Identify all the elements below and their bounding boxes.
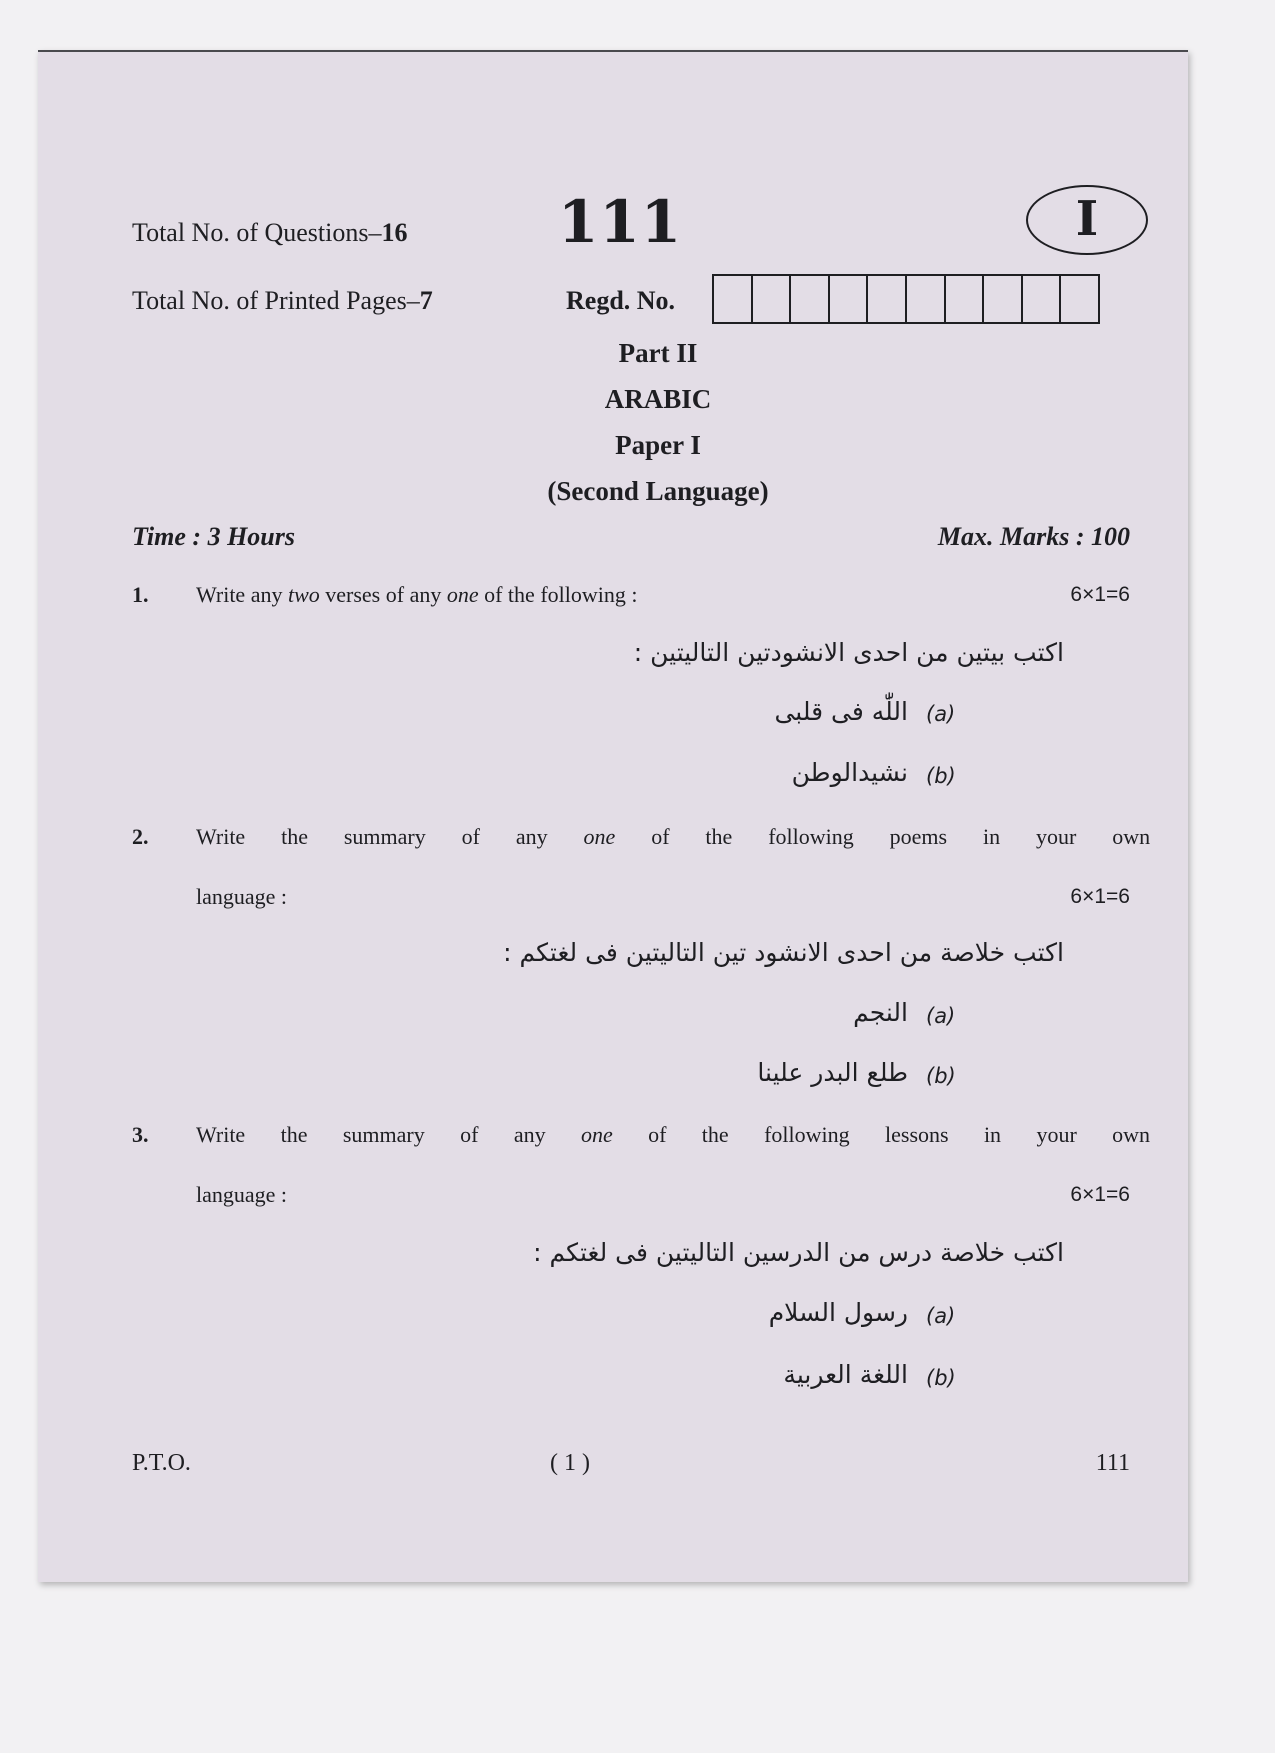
question-word: the — [701, 1122, 729, 1147]
q1-emphasis: two — [287, 582, 320, 607]
question-word: any — [513, 1122, 546, 1147]
question-1-number: 1. — [132, 582, 149, 607]
total-pages-value: 7 — [419, 286, 433, 315]
total-pages-label: Total No. of Printed Pages– — [132, 286, 420, 315]
question-1-arabic-instruction: اکتب بیتین من احدی الانشودتین التالیتین : — [633, 638, 1064, 667]
question-3-text-line1 — [196, 1122, 1150, 1148]
total-questions-label: Total No. of Questions– — [132, 218, 382, 247]
question-word: the — [705, 824, 733, 849]
q2-option-a-label: (a) — [926, 1004, 956, 1028]
page-number: ( 1 ) — [550, 1450, 590, 1476]
q3-option-a-label: (a) — [926, 1304, 956, 1328]
question-3-marks: 6×1=6 — [1070, 1183, 1130, 1206]
question-word: one — [580, 1122, 613, 1147]
question-word: of — [651, 824, 670, 849]
q1-option-b-text: نشیدالوطن — [791, 758, 908, 787]
q1-text-part: Write any — [196, 582, 288, 607]
question-word: poems — [889, 824, 948, 849]
regd-box[interactable] — [714, 276, 753, 322]
question-word: Write — [196, 1122, 246, 1147]
q1-text-part: of the following : — [478, 582, 638, 607]
paper-title: Paper I — [615, 430, 701, 460]
question-word: own — [1112, 1122, 1151, 1147]
total-questions — [132, 218, 408, 248]
question-word: summary — [342, 1122, 425, 1147]
question-word: of — [461, 824, 480, 849]
question-word: in — [982, 824, 1001, 849]
question-word: the — [281, 824, 308, 849]
q1-option-b-label: (b) — [926, 764, 956, 788]
question-word: your — [1036, 1122, 1077, 1147]
question-2-marks: 6×1=6 — [1070, 885, 1130, 908]
question-word: any — [515, 824, 548, 849]
question-word: summary — [343, 824, 426, 849]
subject-title: ARABIC — [604, 384, 712, 414]
question-word: one — [583, 824, 616, 849]
regd-box[interactable] — [1023, 276, 1062, 322]
q1-option-a-label: (a) — [926, 702, 956, 726]
question-word: following — [764, 1122, 850, 1147]
q1-emphasis: one — [446, 582, 479, 607]
part-title: Part II — [618, 338, 698, 368]
question-word: of — [460, 1122, 479, 1147]
regd-box[interactable] — [1061, 276, 1098, 322]
exam-page — [38, 50, 1188, 1582]
question-3-text-line2: language : — [196, 1182, 288, 1207]
question-3-arabic-instruction: اکتب خلاصة درس من الدرسین التالیتین فی لغتکم : — [533, 1238, 1064, 1267]
total-questions-value: 16 — [381, 218, 408, 247]
question-word: own — [1112, 824, 1151, 849]
question-2-text-line1 — [196, 824, 1150, 850]
question-word: the — [280, 1122, 308, 1147]
question-word: in — [983, 1122, 1002, 1147]
footer-paper-code: 111 — [1095, 1450, 1130, 1476]
question-1-marks: 6×1=6 — [1070, 583, 1130, 606]
q2-option-b-label: (b) — [926, 1064, 956, 1088]
q2-option-a-text: النجم — [853, 998, 908, 1027]
total-pages — [132, 286, 433, 316]
q1-text-part: verses of any — [319, 582, 447, 607]
regd-box[interactable] — [984, 276, 1023, 322]
max-marks: Max. Marks : 100 — [937, 522, 1130, 551]
regd-box[interactable] — [830, 276, 869, 322]
set-letter-oval: I — [1026, 185, 1148, 255]
regd-box[interactable] — [946, 276, 985, 322]
q3-option-a-text: رسول السلام — [768, 1298, 908, 1327]
paper-code: 111 — [558, 188, 683, 256]
question-word: of — [648, 1122, 667, 1147]
regd-box[interactable] — [753, 276, 792, 322]
regd-box[interactable] — [791, 276, 830, 322]
question-word: Write — [196, 824, 246, 849]
pto-note: P.T.O. — [132, 1450, 191, 1476]
question-2-arabic-instruction: اکتب خلاصة من احدی الانشود تین التالیتین فی لغتکم : — [503, 938, 1064, 967]
regd-box[interactable] — [907, 276, 946, 322]
q3-option-b-text: اللغة العربیة — [783, 1360, 908, 1389]
question-1-text — [196, 582, 637, 608]
language-type-title: (Second Language) — [547, 476, 769, 506]
q1-option-a-text: اللّٰه فی قلبی — [774, 697, 908, 726]
question-2-text-line2: language : — [196, 884, 288, 909]
q3-option-b-label: (b) — [926, 1366, 956, 1390]
question-word: lessons — [885, 1122, 949, 1147]
question-word: following — [768, 824, 854, 849]
time-allowed: Time : 3 Hours — [132, 522, 295, 551]
question-2-number: 2. — [132, 824, 149, 849]
question-word: your — [1036, 824, 1077, 849]
regd-no-boxes[interactable] — [712, 274, 1100, 324]
regd-no-label: Regd. No. — [566, 286, 676, 315]
question-3-number: 3. — [132, 1122, 149, 1147]
regd-box[interactable] — [868, 276, 907, 322]
q2-option-b-text: طلع البدر علینا — [757, 1058, 908, 1087]
